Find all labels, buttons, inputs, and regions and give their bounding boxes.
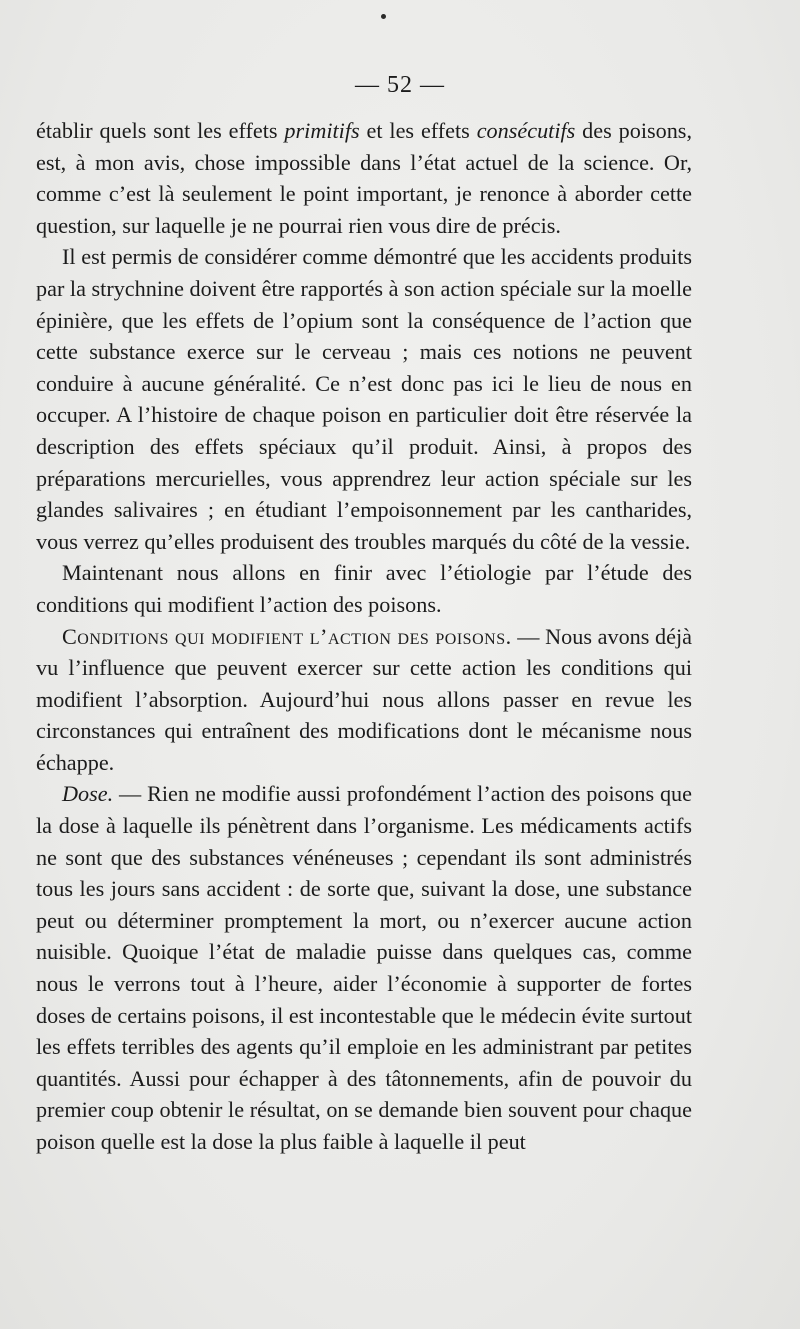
paragraph-1-text-e: des poisons, est, à mon avis, chose impossible dans l’état actuel de la science. Or, comme c’est là seulement le point important, je renonce à aborder cette question, sur laquelle je ne pourrai rien vous dire de précis. [36, 118, 692, 238]
paragraph-4 [36, 621, 692, 779]
section-heading-conditions: Conditions qui modifient l’action des poisons. [62, 623, 512, 649]
body-text [36, 115, 692, 1158]
page-number: — 52 — [355, 72, 445, 98]
paragraph-5-body: — Rien ne modifie aussi profondément l’action des poisons que la dose à laquelle ils pénètrent dans l’organisme. Les médicaments actifs ne sont que des substances vénéneuses ; cependant ils sont administrés tous les jours sans accident : de sorte que, suivant la dose, une substance peut ou déterminer promptement la mort, ou n’exercer aucune action nuisible. Quoique l’état de maladie puisse dans quelques cas, comme nous le verrons tout à l’heure, aider l’économie à supporter de fortes doses de certains poisons, il est incontestable que le médecin évite surtout les effets terribles des agents qu’il emploie en les administrant par petites quantités. Aussi pour échapper à des tâtonnements, afin de pouvoir du premier coup obtenir le résultat, on se demande bien souvent pour chaque poison quelle est la dose la plus faible à laquelle il peut [36, 781, 692, 1154]
term-primitifs: primitifs [284, 118, 360, 143]
paragraph-5 [36, 778, 692, 1157]
paragraph-1 [36, 115, 692, 241]
paragraph-3: Maintenant nous allons en finir avec l’étiologie par l’étude des conditions qui modifient l’action des poisons. [36, 560, 692, 617]
paragraph-1-text-a: établir quels sont les effets [36, 118, 285, 143]
ink-speck [381, 14, 386, 19]
section-heading-dose: Dose. [62, 781, 114, 807]
paragraph-1-text-c: et les effets [359, 118, 477, 143]
term-consecutifs: consécutifs [476, 118, 576, 143]
paragraph-2: Il est permis de considérer comme démontré que les accidents produits par la strychnine doivent être rapportés à son action spéciale sur la moelle épinière, que les effets de l’opium sont la conséquence de l’action que cette substance exerce sur le cerveau ; mais ces notions ne peuvent conduire à aucune généralité. Ce n’est donc pas ici le lieu de nous en occuper. A l’histoire de chaque poison en particulier doit être réservée la description des effets spéciaux qu’il produit. Ainsi, à propos des préparations mercurielles, vous apprendrez leur action spéciale sur les glandes salivaires ; en étudiant l’empoisonnement par les cantharides, vous verrez qu’elles produisent des troubles marqués du côté de la vessie. [36, 244, 692, 554]
paragraph-4-body: — Nous avons déjà vu l’influence que peuvent exercer sur cette action les conditions qui modifient l’absorption. Aujourd’hui nous allons passer en revue les circonstances qui entraînent des modifications dont le mécanisme nous échappe. [36, 623, 692, 775]
